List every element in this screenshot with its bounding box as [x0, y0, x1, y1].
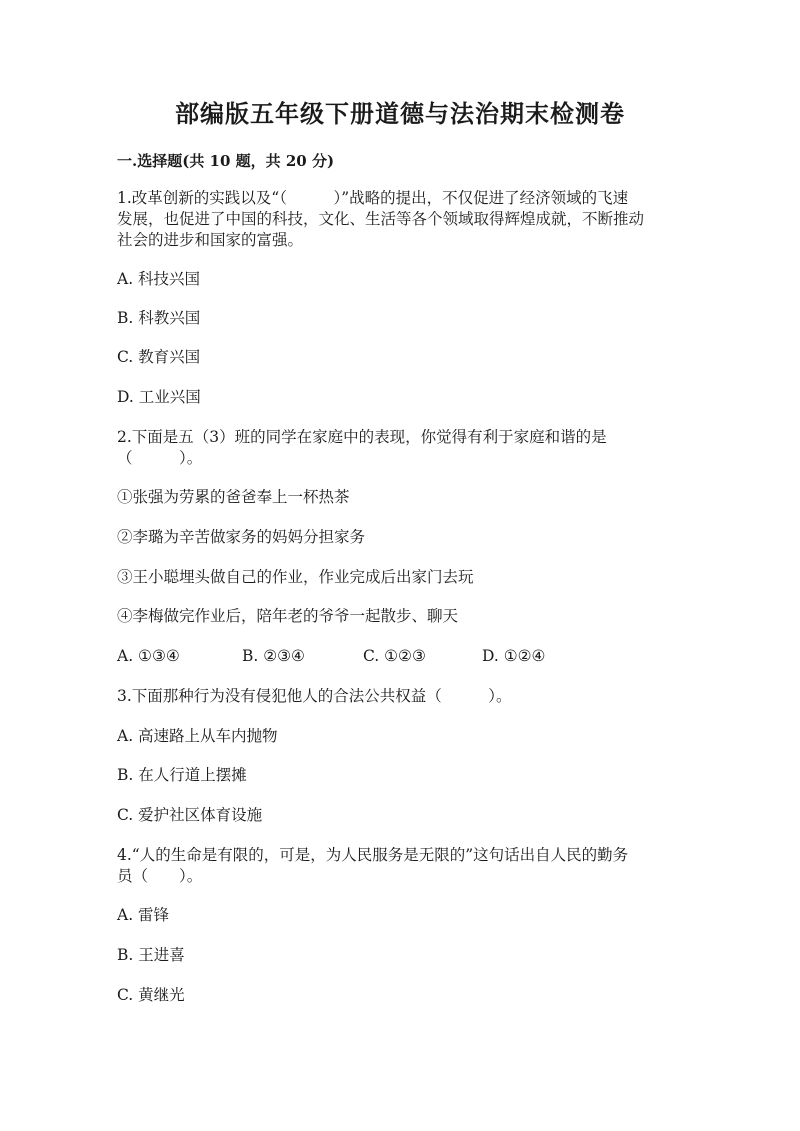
question-4-option-a: A. 雷锋 [117, 906, 170, 924]
question-1-option-b: B. 科教兴国 [117, 309, 201, 327]
page-title: 部编版五年级下册道德与法治期末检测卷 [175, 99, 625, 128]
question-4-line-2: 员（ ）。 [117, 867, 203, 885]
question-2-item-4: ④李梅做完作业后，陪年老的爷爷一起散步、聊天 [117, 607, 459, 625]
question-4 [117, 845, 683, 887]
question-4-line-1: 4.“人的生命是有限的，可是，为人民服务是无限的”这句话出自人民的勤务 [117, 846, 629, 864]
question-1-option-d: D. 工业兴国 [117, 388, 201, 406]
question-2-option-c: C. ①②③ [363, 647, 426, 665]
question-3 [117, 686, 683, 707]
question-2-options [117, 646, 683, 667]
question-2-option-b: B. ②③④ [242, 647, 305, 665]
question-2-line-2: （ ）。 [117, 449, 203, 467]
question-1-option-a: A. 科技兴国 [117, 270, 201, 288]
question-3-option-a: A. 高速路上从车内抛物 [117, 727, 278, 745]
question-1 [117, 188, 683, 251]
question-2-line-1: 2.下面是五（3）班的同学在家庭中的表现，你觉得有利于家庭和谐的是 [117, 428, 607, 446]
question-1-option-c: C. 教育兴国 [117, 348, 201, 366]
question-3-option-c: C. 爱护社区体育设施 [117, 806, 263, 824]
question-2-option-d: D. ①②④ [482, 647, 546, 665]
question-1-line-1: 1.改革创新的实践以及“（ ）”战略的提出，不仅促进了经济领域的飞速 [117, 189, 629, 207]
question-3-option-b: B. 在人行道上摆摊 [117, 766, 247, 784]
section-heading: 一.选择题(共 10 题，共 20 分) [117, 152, 335, 170]
question-3-line-1: 3.下面那种行为没有侵犯他人的合法公共权益（ ）。 [117, 687, 512, 705]
question-2-item-3: ③王小聪埋头做自己的作业，作业完成后出家门去玩 [117, 568, 474, 586]
question-4-option-b: B. 王进喜 [117, 946, 185, 964]
question-1-line-3: 社会的进步和国家的富强。 [117, 231, 304, 249]
question-4-option-c: C. 黄继光 [117, 986, 185, 1004]
question-2-item-1: ①张强为劳累的爸爸奉上一杯热茶 [117, 488, 350, 506]
question-2-item-2: ②李璐为辛苦做家务的妈妈分担家务 [117, 528, 366, 546]
question-2 [117, 427, 683, 469]
question-1-line-2: 发展，也促进了中国的科技，文化、生活等各个领域取得辉煌成就，不断推动 [117, 210, 645, 228]
question-2-option-a: A. ①③④ [117, 647, 180, 665]
